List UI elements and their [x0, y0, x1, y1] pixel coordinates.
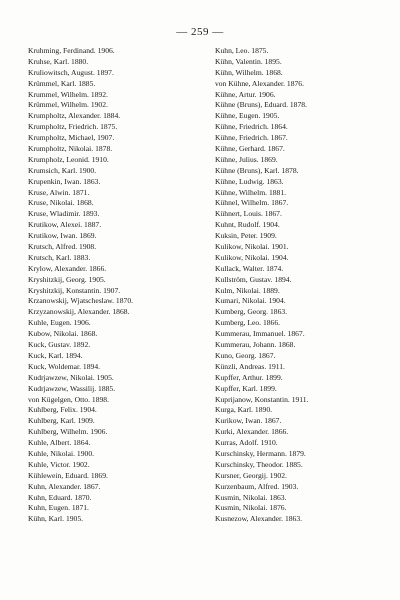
- name-entry: Krumpholtz, Friedrich. 1875.: [28, 122, 118, 132]
- name-entry: Kuck, Karl. 1894.: [28, 350, 83, 360]
- name-entry: Kruse, Wladimir. 1893.: [28, 209, 100, 219]
- name-entry: Krylow, Alexander. 1866.: [28, 263, 107, 273]
- name-entry: Kühne (Bruns), Eduard. 1878.: [215, 100, 307, 110]
- right-name-column: [215, 46, 400, 525]
- name-entry: Kühne, Gerhard. 1867.: [215, 144, 285, 154]
- name-entry: Krutsch, Alfred. 1908.: [28, 242, 97, 252]
- name-entry: Kuhlberg, Karl. 1909.: [28, 416, 95, 426]
- name-entry: von Kügelgen, Otto. 1898.: [28, 394, 109, 404]
- name-entry: Kumari, Nikolai. 1904.: [215, 296, 286, 306]
- name-entry: Krumpholtz, Michael, 1907.: [28, 133, 115, 143]
- name-entry: von Kühne, Alexander. 1876.: [215, 78, 304, 88]
- name-entry: Kurki, Alexander. 1866.: [215, 427, 289, 437]
- name-entry: Krupenkin, Iwan. 1863.: [28, 176, 101, 186]
- name-entry: Kulm, Nikolai. 1889.: [215, 285, 280, 295]
- name-entry: Kuhle, Victor. 1902.: [28, 459, 90, 469]
- page-number: — 259 —: [176, 26, 224, 38]
- name-entry: Kuprijanow, Konstantin. 1911.: [215, 394, 309, 404]
- name-entry: Kudrjawzew, Wassilij. 1885.: [28, 383, 116, 393]
- name-entry: Kühne (Bruns), Karl. 1878.: [215, 165, 299, 175]
- name-entry: Kupffer, Arthur. 1899.: [215, 372, 283, 382]
- name-entry: Kurras, Adolf. 1910.: [215, 438, 278, 448]
- name-entry: Krumpholtz, Alexander. 1884.: [28, 111, 121, 121]
- name-entry: Krutikow, Iwan. 1869.: [28, 231, 97, 241]
- name-entry: Kühne, Artur. 1906.: [215, 89, 276, 99]
- left-name-column: [28, 46, 213, 525]
- name-entry: Krümmel, Karl. 1885.: [28, 78, 96, 88]
- name-entry: Kühne, Friedrich. 1867.: [215, 133, 288, 143]
- name-entry: Kruse, Alwin. 1871.: [28, 187, 90, 197]
- name-entry: Kuhn, Eugen. 1871.: [28, 503, 89, 513]
- name-entry: Kurschinsky, Hermann. 1879.: [215, 448, 306, 458]
- name-entry: Kuhlberg, Felix. 1904.: [28, 405, 97, 415]
- name-entry: Kurschinsky, Theodor. 1885.: [215, 459, 303, 469]
- name-entry: Kühlewein, Eduard. 1869.: [28, 470, 108, 480]
- name-entry: Kruhming, Ferdinand. 1906.: [28, 46, 115, 55]
- name-entry: Künzli, Andreas. 1911.: [215, 361, 285, 371]
- name-entry: Kurzenbaum, Alfred. 1903.: [215, 481, 299, 491]
- name-entry: Kuksin, Peter. 1909.: [215, 231, 277, 241]
- name-entry: Krumpholz, Leonid. 1910.: [28, 154, 109, 164]
- name-entry: Kurga, Karl. 1890.: [215, 405, 273, 415]
- name-entry: Kullack, Walter. 1874.: [215, 263, 284, 273]
- name-entry: Kühnert, Louis. 1867.: [215, 209, 282, 219]
- name-entry: Kuck, Gustav. 1892.: [28, 340, 91, 350]
- name-entry: Kusmin, Nikolai. 1863.: [215, 492, 287, 502]
- name-entry: Kühn, Karl. 1905.: [28, 514, 84, 524]
- name-entry: Kulikow, Nikolai. 1901.: [215, 242, 289, 252]
- name-entry: Kühne, Ludwig. 1863.: [215, 176, 284, 186]
- name-entry: Kubow, Nikolai. 1868.: [28, 329, 98, 339]
- name-entry: Kuhn, Leo. 1875.: [215, 46, 269, 55]
- name-entry: Kühne, Eugen. 1905.: [215, 111, 280, 121]
- name-entry: Kuhle, Nikolai. 1900.: [28, 448, 95, 458]
- name-entry: Kryshitzkij, Konstantin. 1907.: [28, 285, 121, 295]
- name-entry: Kuhnt, Rudolf. 1904.: [215, 220, 280, 230]
- name-entry: Krutsch, Karl. 1883.: [28, 252, 91, 262]
- name-entry: Kumberg, Leo. 1866.: [215, 318, 281, 328]
- name-entry: Kühne, Julius. 1869.: [215, 154, 278, 164]
- name-entry: Kuhn, Alexander. 1867.: [28, 481, 101, 491]
- name-entry: Kruse, Nikolai. 1868.: [28, 198, 94, 208]
- name-entry: Kuhle, Eugen. 1906.: [28, 318, 91, 328]
- name-entry: Kühnel, Wilhelm. 1867.: [215, 198, 289, 208]
- name-entry: Kurikow, Iwan. 1867.: [215, 416, 282, 426]
- name-entry: Kuhn, Eduard. 1870.: [28, 492, 92, 502]
- name-entry: Kullström, Gustav. 1894.: [215, 274, 292, 284]
- name-entry: Krümmel, Wilhelm. 1902.: [28, 100, 108, 110]
- name-entry: Kühn, Valentin. 1895.: [215, 56, 282, 66]
- name-entry: Kruhse, Karl. 1880.: [28, 56, 89, 66]
- name-entry: Kudrjawzew, Nikolai. 1905.: [28, 372, 114, 382]
- name-entry: Kuck, Woldemar. 1894.: [28, 361, 101, 371]
- name-entry: Kusnezow, Alexander. 1863.: [215, 514, 303, 524]
- name-entry: Kupffer, Karl. 1899.: [215, 383, 277, 393]
- name-entry: Kulikow, Nikolai. 1904.: [215, 252, 289, 262]
- name-entry: Kumberg, Georg. 1863.: [215, 307, 288, 317]
- name-entry: Kruliowitsch, August. 1897.: [28, 67, 114, 77]
- name-entry: Krzyzanowskij, Alexander. 1868.: [28, 307, 130, 317]
- name-entry: Kühn, Wilhelm. 1868.: [215, 67, 283, 77]
- name-entry: Kummerau, Johann. 1868.: [215, 340, 296, 350]
- name-entry: Kuhlberg, Wilhelm. 1906.: [28, 427, 108, 437]
- name-entry: Kursner, Georgij. 1902.: [215, 470, 287, 480]
- name-entry: Kusmin, Nikolai. 1876.: [215, 503, 287, 513]
- name-entry: Kryshitzkij, Georg. 1905.: [28, 274, 106, 284]
- name-entry: Krzanowskij, Wjatscheslaw. 1870.: [28, 296, 134, 306]
- name-entry: Kühne, Friedrich. 1864.: [215, 122, 288, 132]
- name-entry: Krummel, Wilhelm. 1892.: [28, 89, 108, 99]
- name-entry: Kuhle, Albert. 1864.: [28, 438, 91, 448]
- name-entry: Kühne, Wilhelm. 1881.: [215, 187, 287, 197]
- name-entry: Kummerau, Immanuel. 1867.: [215, 329, 305, 339]
- name-entry: Krumpholtz, Nikolai. 1878.: [28, 144, 113, 154]
- name-entry: Kuno, Georg. 1867.: [215, 350, 276, 360]
- name-entry: Krumsich, Karl. 1900.: [28, 165, 97, 175]
- name-entry: Krutikow, Alexei. 1887.: [28, 220, 102, 230]
